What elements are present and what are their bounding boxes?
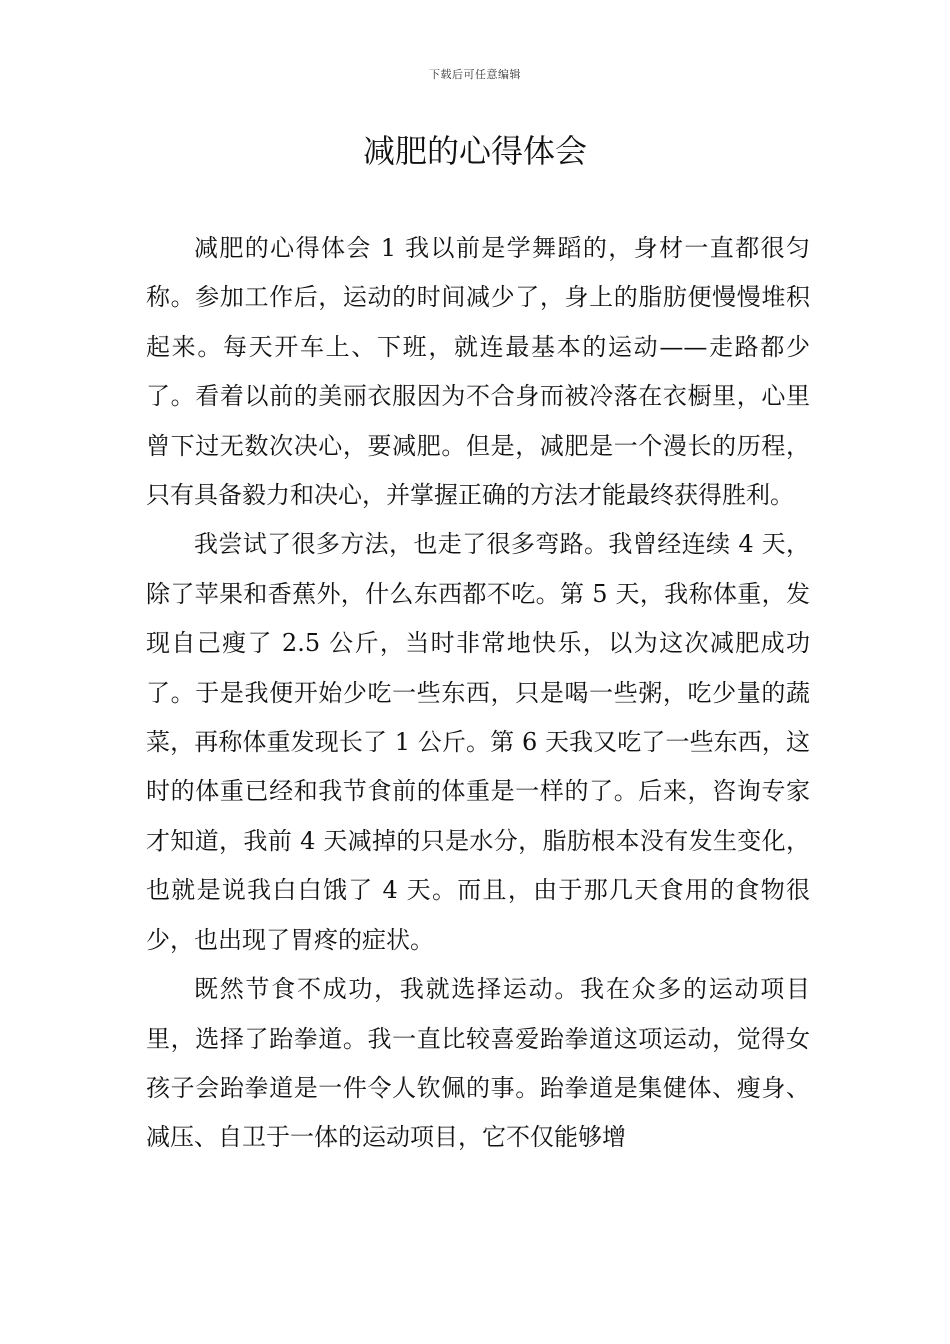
page-title: 减肥的心得体会 [362,132,587,170]
paragraph-2: 我尝试了很多方法，也走了很多弯路。我曾经连续 4 天，除了苹果和香蕉外，什么东西都不吃。第 5 天，我称体重，发现自己瘦了 2.5 公斤，当时非常地快乐，以为这次减肥成功了。于是我便开始少吃一些东西，只是喝一些粥，吃少量的蔬菜，再称体重发现长了 1 公斤。第 6 天我又吃了一些东西，这时的体重已经和我节食前的体重是一样的了。后来，咨询专家才知道，我前 4 天减掉的只是水分，脂肪根本没有发生变化，也就是说我白白饿了 4 天。而且，由于那几天食用的食物很少，也出现了胃疼的症状。 [146,530,810,954]
paragraph-1: 减肥的心得体会 1 我以前是学舞蹈的，身材一直都很匀称。参加工作后，运动的时间减少了，身上的脂肪便慢慢堆积起来。每天开车上、下班，就连最基本的运动——走路都少了。看着以前的美丽衣服因为不合身而被冷落在衣橱里，心里曾下过无数次决心，要减肥。但是，减肥是一个漫长的历程，只有具备毅力和决心，并掌握正确的方法才能最终获得胜利。 [146,234,810,510]
header-note: 下载后可任意编辑 [429,68,521,81]
document-body [146,224,810,1163]
paragraph-3: 既然节食不成功，我就选择运动。我在众多的运动项目里，选择了跆拳道。我一直比较喜爱跆拳道这项运动，觉得女孩子会跆拳道是一件令人钦佩的事。跆拳道是集健体、瘦身、减压、自卫于一体的运动项目，它不仅能够增 [146,975,810,1152]
